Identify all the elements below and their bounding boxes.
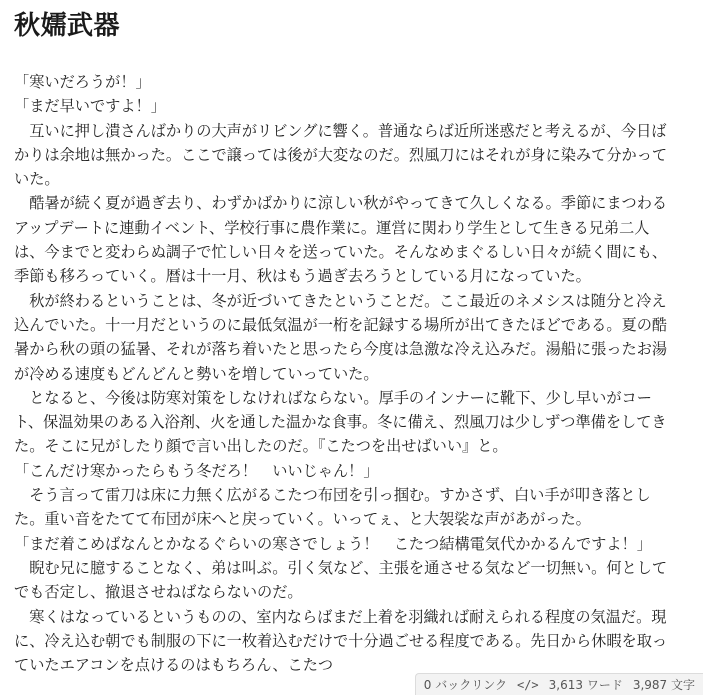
- paragraph: 秋が終わるということは、冬が近づいてきたということだ。ここ最近のネメシスは随分と冷え込んでいた。十一月だというのに最低気温が一桁を記録する場所が出てきたほどである。夏の酷暑から秋の頭の猛暑、それが落ち着いたと思ったら今度は急激な冷え込みだ。湯船に張ったお湯が冷める速度もどんどんと勢いを増していっていた。: [14, 291, 668, 383]
- paragraph: 「こんだけ寒かったらもう冬だろ！ いいじゃん！」: [14, 461, 379, 480]
- paragraph: 寒くはなっているというものの、室内ならばまだ上着を羽織れば耐えられる程度の気温だ。現に、冷え込む朝でも制服の下に一枚着込むだけで十分過ごせる程度である。先日から休暇を取っていたエアコンを点けるのはもちろん、こたつ: [14, 607, 668, 675]
- document-title: 秋嬬武器: [14, 11, 121, 41]
- paragraph: 酷暑が続く夏が過ぎ去り、わずかばかりに涼しい秋がやってきて久しくなる。季節にまつわるアップデートに連動イベント、学校行事に農作業に。運営に関わり学生として生きる兄弟二人は、今までと変わらぬ調子で忙しい日々を送っていた。そんなめまぐるしい日々が続く間にも、季節も移ろっていく。暦は十一月、秋はもう過ぎ去ろうとしている月になっていた。: [14, 194, 668, 286]
- character-count[interactable]: 3,987 文字: [632, 678, 695, 692]
- word-count[interactable]: 3,613 ワード: [548, 678, 623, 692]
- paragraph: 互いに押し潰さんばかりの大声がリビングに響く。普通ならば近所迷惑だと考えるが、今日ばかりは余地は無かった。ここで譲っては後が大変なのだ。烈風刀にはそれが身に染みて分かっていた。: [14, 121, 668, 189]
- paragraph: 「まだ早いですよ！」: [14, 97, 166, 116]
- backlinks-count[interactable]: 0 バックリンク: [423, 678, 507, 692]
- document-body: [14, 70, 674, 677]
- paragraph: そう言って雷刀は床に力無く広がるこたつ布団を引っ掴む。すかさず、白い手が叩き落とした。重い音をたてて布団が床へと戻っていく。いってぇ、と大袈裟な声があがった。: [14, 486, 651, 529]
- code-icon[interactable]: </>: [516, 677, 539, 692]
- status-bar: [415, 673, 703, 695]
- paragraph: 睨む兄に臆することなく、弟は叫ぶ。引く気など、主張を通させる気など一切無い。何としてでも否定し、撤退させねばならないのだ。: [14, 558, 668, 602]
- paragraph: 「まだ着こめばなんとかなるぐらいの寒さでしょう！ こたつ結構電気代かかるんですよ！」: [14, 534, 652, 553]
- paragraph: 「寒いだろうが！」: [14, 73, 151, 91]
- paragraph: となると、今後は防寒対策をしなければならない。厚手のインナーに靴下、少し早いがコート、保温効果のある入浴剤、火を通した温かな食事。冬に備え、烈風刀は少しずつ準備をしてきた。そこに兄がしたり顔で言い出したのだ。『こたつを出せばいい』と。: [14, 388, 667, 456]
- scrollbar-track[interactable]: [691, 0, 703, 695]
